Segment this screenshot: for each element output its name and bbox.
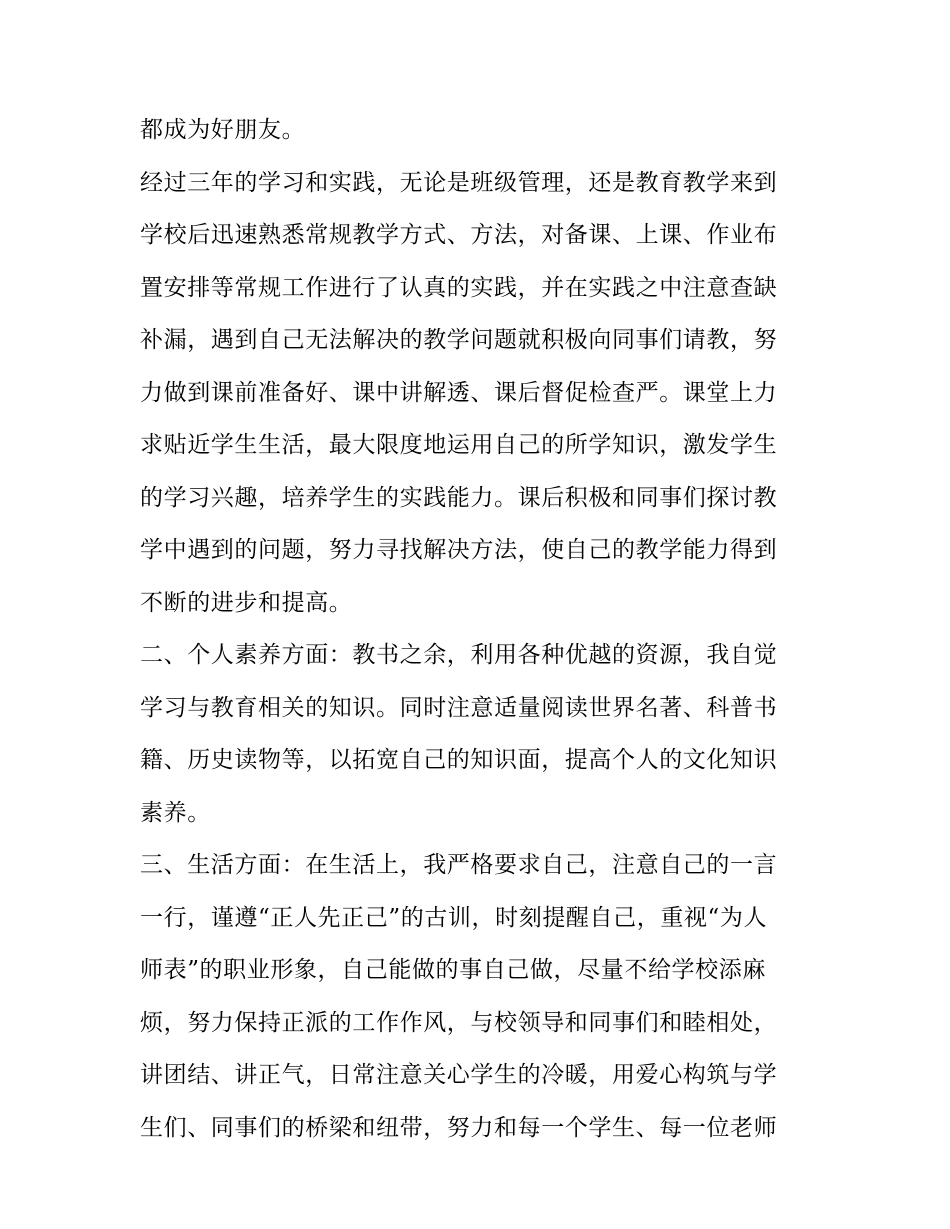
- text-line: 的学习兴趣，培养学生的实践能力。课后积极和同事们探讨教: [140, 484, 778, 511]
- document-body: [140, 104, 820, 1154]
- text-line: 烦，努力保持正派的工作作风，与校领导和同事们和睦相处，: [140, 1009, 778, 1036]
- text-line: 都成为好朋友。: [140, 117, 306, 143]
- text-line: 籍、历史读物等，以拓宽自己的知识面，提高个人的文化知识: [140, 747, 778, 773]
- text-line: 三、生活方面：在生活上，我严格要求自己，注意自己的一言: [140, 852, 778, 878]
- text-line: 经过三年的学习和实践，无论是班级管理，还是教育教学来到: [140, 169, 778, 196]
- text-line: 学习与教育相关的知识。同时注意适量阅读世界名著、科普书: [140, 694, 778, 721]
- text-line: 讲团结、讲正气，日常注意关心学生的冷暖，用爱心构筑与学: [140, 1062, 778, 1088]
- text-line: 不断的进步和提高。: [140, 589, 353, 616]
- text-line: 补漏，遇到自己无法解决的教学问题就积极向同事们请教，努: [140, 327, 778, 353]
- text-line: 二、个人素养方面：教书之余，利用各种优越的资源，我自觉: [140, 642, 778, 668]
- text-line: 学中遇到的问题，努力寻找解决方法，使自己的教学能力得到: [140, 537, 778, 563]
- text-line: 生们、同事们的桥梁和纽带，努力和每一个学生、每一位老师: [140, 1114, 778, 1141]
- text-line: 学校后迅速熟悉常规教学方式、方法，对备课、上课、作业布: [140, 222, 778, 248]
- text-line: 师表”的职业形象，自己能做的事自己做，尽量不给学校添麻: [140, 957, 766, 983]
- text-line: 置安排等常规工作进行了认真的实践，并在实践之中注意查缺: [140, 274, 778, 301]
- text-line: 力做到课前准备好、课中讲解透、课后督促检查严。课堂上力: [140, 379, 778, 406]
- text-line: 素养。: [140, 799, 211, 826]
- text-line: 一行，谨遵“正人先正己”的古训，时刻提醒自己，重视“为人: [140, 904, 768, 931]
- text-line: 求贴近学生生活，最大限度地运用自己的所学知识，激发学生: [140, 432, 778, 458]
